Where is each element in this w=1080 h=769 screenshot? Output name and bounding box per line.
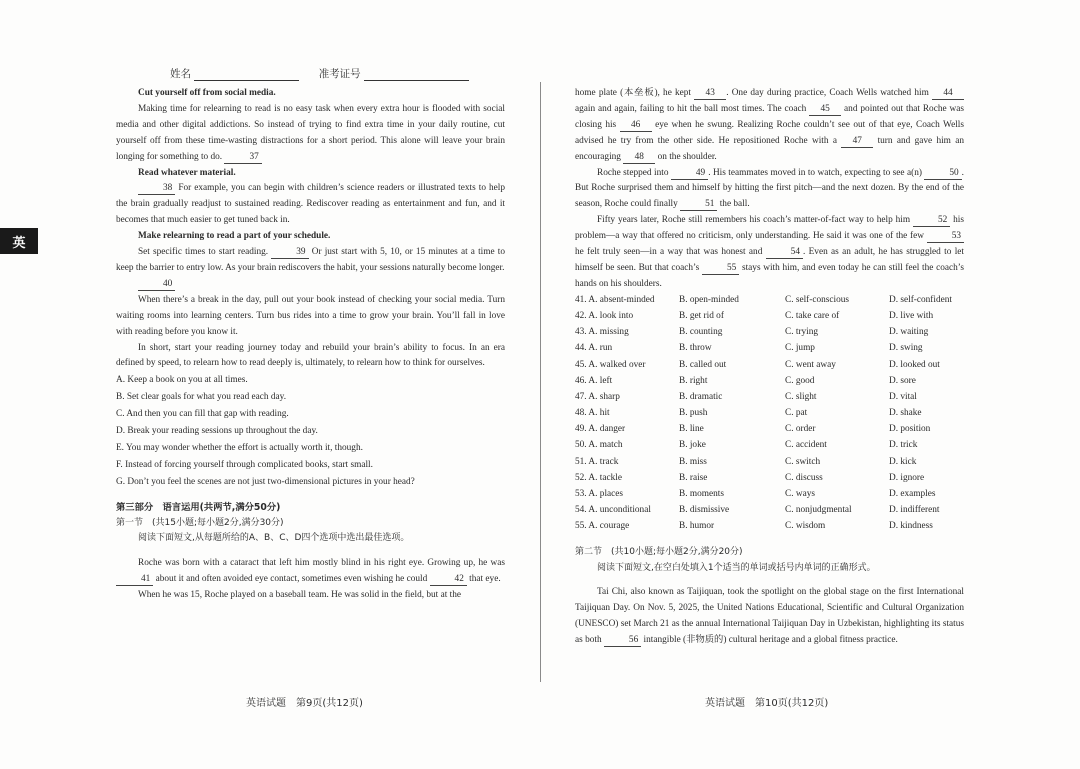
choice-row: [575, 358, 964, 374]
choice-option: C. trying: [785, 327, 819, 338]
choice-option: B. throw: [679, 343, 712, 354]
choice-option: D. kindness: [889, 521, 933, 532]
choice-option: 48. A. hit: [575, 408, 610, 419]
choice-row: [575, 325, 964, 341]
blank-42: 42: [430, 574, 467, 586]
choice-option: 44. A. run: [575, 343, 613, 354]
choice-option: D. position: [889, 424, 931, 435]
choice-option: D. swing: [889, 343, 923, 354]
option-list: [116, 372, 505, 490]
section-1-instructions: 阅读下面短文,从每题所给的A、B、C、D四个选项中选出最佳选项。: [138, 533, 410, 544]
option-item: F. Instead of forcing yourself through complicated books, start small.: [116, 459, 373, 470]
blank-47: 47: [841, 136, 873, 148]
choice-row: [575, 455, 964, 471]
paragraph-2: 38 For example, you can begin with children’s science readers or illustrated texts to help the brain gradually readjust to sustained reading. Rediscover reading as entertainment and fun, and it becomes that much easier to get tuned back in.: [116, 183, 505, 226]
choice-option: B. raise: [679, 472, 708, 483]
option-item: A. Keep a book on you at all times.: [116, 375, 248, 386]
blank-53: 53: [927, 231, 964, 243]
choice-option: D. waiting: [889, 327, 929, 338]
choice-option: D. kick: [889, 456, 917, 467]
taichi-paragraph: Tai Chi, also known as Taijiquan, took the spotlight on the global stage on the first International Taijiquan Day. On Nov. 5, 2025, the United Nations Educational, Scientific and Cultural Organization (UNESCO) set March 21 as the annual International Taijiquan Day in Uzbekistan, highlighting its status as both 56 intangible (非物质的) cultural heritage and a global fitness practice.: [575, 587, 964, 646]
story-paragraph-4: Roche stepped into 49 . His teammates moved in to watch, expecting to see a(n) 50 . But Roche surprised them and himself by hitting the first pitch—and the next dozen. By the end of the season, Roche could finally 51 the ball.: [575, 167, 964, 210]
choice-option: C. good: [785, 375, 815, 386]
story-paragraph-5: Fifty years later, Roche still remembers his coach’s matter-of-fact way to help him 52 his problem—a way that offered no criticism, only understanding. He said it was one of the few 53 he felt truly seen—in a way that was honest and 54 . Even as an adult, he has struggled to let himself be seen. But that coach’s 55 stays with him, and even today he can still feel the coach’s hands on his shoulders.: [575, 215, 964, 289]
choice-option: 45. A. walked over: [575, 359, 646, 370]
option-item: D. Break your reading sessions up throughout the day.: [116, 426, 318, 437]
right-page-footer: 英语试题 第10页(共12页): [705, 698, 829, 709]
choice-option: 55. A. courage: [575, 521, 630, 532]
choice-row: [575, 293, 964, 309]
choice-option: C. order: [785, 424, 816, 435]
choice-option: B. push: [679, 408, 708, 419]
blank-39: 39: [271, 247, 308, 259]
choice-row: [575, 519, 964, 535]
choice-option: 49. A. danger: [575, 424, 626, 435]
blank-44: 44: [932, 88, 964, 100]
choice-option: B. humor: [679, 521, 715, 532]
subject-tab: 英: [0, 228, 38, 254]
choice-option: 51. A. track: [575, 456, 619, 467]
exam-number-label: 准考证号: [318, 68, 361, 80]
choice-option: D. live with: [889, 310, 934, 321]
choice-table: [575, 293, 964, 536]
choice-option: C. self-conscious: [785, 294, 850, 305]
candidate-info-line: [170, 66, 485, 81]
choice-option: B. counting: [679, 327, 723, 338]
option-item: G. Don’t you feel the scenes are not just two-dimensional pictures in your head?: [116, 476, 415, 487]
choice-option: C. jump: [785, 343, 815, 354]
section-2-title: 第二节 (共10小题;每小题2分,满分20分): [575, 546, 743, 557]
choice-option: B. dramatic: [679, 391, 723, 402]
choice-option: B. miss: [679, 456, 707, 467]
choice-option: 42. A. look into: [575, 310, 634, 321]
option-item: C. And then you can fill that gap with reading.: [116, 409, 289, 420]
choice-option: D. trick: [889, 440, 918, 451]
paragraph-blank-40: [116, 277, 505, 293]
choice-option: B. open-minded: [679, 294, 739, 305]
section-1-title: 第一节 (共15小题;每小题2分,满分30分): [116, 517, 284, 528]
choice-option: C. switch: [785, 456, 821, 467]
choice-row: [575, 341, 964, 357]
blank-49: 49: [671, 168, 708, 180]
choice-option: B. joke: [679, 440, 706, 451]
blank-56: 56: [604, 635, 641, 647]
choice-option: D. self-confident: [889, 294, 952, 305]
choice-row: [575, 309, 964, 325]
exam-number-field[interactable]: [364, 70, 469, 81]
choice-option: D. examples: [889, 489, 936, 500]
choice-option: 41. A. absent-minded: [575, 294, 655, 305]
choice-row: [575, 487, 964, 503]
choice-option: C. ways: [785, 489, 815, 500]
blank-41: 41: [116, 574, 153, 586]
name-field[interactable]: [194, 70, 299, 81]
choice-option: D. ignore: [889, 472, 925, 483]
choice-option: B. dismissive: [679, 505, 730, 516]
paragraph-5: In short, start your reading journey today and rebuild your brain’s ability to focus. In an era defined by speed, to relearn how to read deeply is, ultimately, to relearn how to think for ourselves.: [116, 342, 505, 369]
option-item: B. Set clear goals for what you read each day.: [116, 392, 287, 403]
choice-option: C. slight: [785, 391, 817, 402]
choice-option: 46. A. left: [575, 375, 613, 386]
choice-option: 53. A. places: [575, 489, 624, 500]
tip-heading-3: Make relearning to read a part of your schedule.: [138, 231, 331, 242]
left-page: [116, 86, 505, 604]
paragraph-1: Making time for relearning to read is no easy task when every extra hour is flooded with social media and other digital addictions. So instead of trying to find extra time in your daily routine, cut yourself off from these time-wasting distractions for a short period. This alone will leave your brain longing for something to do. 37: [116, 103, 505, 162]
section-2-instructions: 阅读下面短文,在空白处填入1个适当的单词或括号内单词的正确形式。: [597, 562, 876, 573]
blank-54: 54: [766, 247, 803, 259]
name-label: 姓名: [170, 68, 191, 80]
choice-row: [575, 406, 964, 422]
choice-row: [575, 422, 964, 438]
choice-option: C. accident: [785, 440, 827, 451]
blank-48: 48: [623, 152, 655, 164]
choice-option: D. vital: [889, 391, 917, 402]
blank-37: 37: [224, 152, 261, 164]
choice-option: C. pat: [785, 408, 808, 419]
choice-option: D. shake: [889, 408, 922, 419]
paragraph-3: Set specific times to start reading. 39 Or just start with 5, 10, or 15 minutes at a time to keep the barrier to entry low. As your brain rediscovers the habit, your sessions naturally become longer.: [116, 247, 505, 273]
choice-option: C. went away: [785, 359, 836, 370]
blank-46: 46: [620, 120, 652, 132]
blank-51: 51: [680, 199, 717, 211]
blank-45: 45: [809, 104, 841, 116]
choice-row: [575, 503, 964, 519]
blank-52: 52: [913, 215, 950, 227]
choice-option: C. wisdom: [785, 521, 826, 532]
choice-option: 52. A. tackle: [575, 472, 622, 483]
choice-row: [575, 438, 964, 454]
part-3-title: 第三部分 语言运用(共两节,满分50分): [116, 501, 281, 513]
tip-heading-2: Read whatever material.: [138, 167, 236, 178]
story-paragraph-3: home plate (本垒板), he kept 43 . One day during practice, Coach Wells watched him 44 again and again, failing to hit the ball most times. The coach 45 and pointed out that Roche was closing his 46 eye when he swung. Realizing Roche couldn’t see out of that eye, Coach Wells advised he try from the other side. He repositioned Roche with a 47 turn and gave him an encouraging 48 on the shoulder.: [575, 88, 964, 162]
choice-option: D. sore: [889, 375, 916, 386]
choice-row: [575, 471, 964, 487]
choice-option: 50. A. match: [575, 440, 623, 451]
paragraph-4: When there’s a break in the day, pull out your book instead of checking your social media. Turn waiting rooms into learning centers. Turn bus rides into a time to grow your brain. You’ll fall in love with reading before you know it.: [116, 294, 505, 337]
choice-row: [575, 390, 964, 406]
choice-option: B. moments: [679, 489, 724, 500]
choice-row: [575, 374, 964, 390]
story-paragraph-2: When he was 15, Roche played on a baseball team. He was solid in the field, but at the: [138, 590, 461, 601]
blank-55: 55: [702, 263, 739, 275]
choice-option: C. take care of: [785, 310, 840, 321]
left-page-footer: 英语试题 第9页(共12页): [246, 698, 363, 709]
tip-heading-1: Cut yourself off from social media.: [138, 88, 276, 98]
choice-option: C. nonjudgmental: [785, 505, 852, 516]
right-page: [575, 86, 964, 649]
choice-option: D. looked out: [889, 359, 940, 370]
blank-38: 38: [138, 183, 175, 195]
option-item: E. You may wonder whether the effort is actually worth it, though.: [116, 442, 363, 453]
story-paragraph-1: Roche was born with a cataract that left him mostly blind in his right eye. Growing up, he was 41 about it and often avoided eye contact, sometimes even wishing he could 42 that eye.: [116, 556, 505, 588]
blank-40: 40: [138, 279, 175, 291]
choice-option: 43. A. missing: [575, 327, 629, 338]
choice-option: B. get rid of: [679, 310, 724, 321]
choice-option: B. line: [679, 424, 704, 435]
choice-option: C. discuss: [785, 472, 823, 483]
choice-option: B. right: [679, 375, 708, 386]
blank-50: 50: [924, 168, 961, 180]
choice-option: B. called out: [679, 359, 727, 370]
blank-43: 43: [694, 88, 726, 100]
page-divider: [540, 82, 541, 682]
choice-option: D. indifferent: [889, 505, 940, 516]
choice-option: 47. A. sharp: [575, 391, 620, 402]
choice-option: 54. A. unconditional: [575, 505, 651, 516]
